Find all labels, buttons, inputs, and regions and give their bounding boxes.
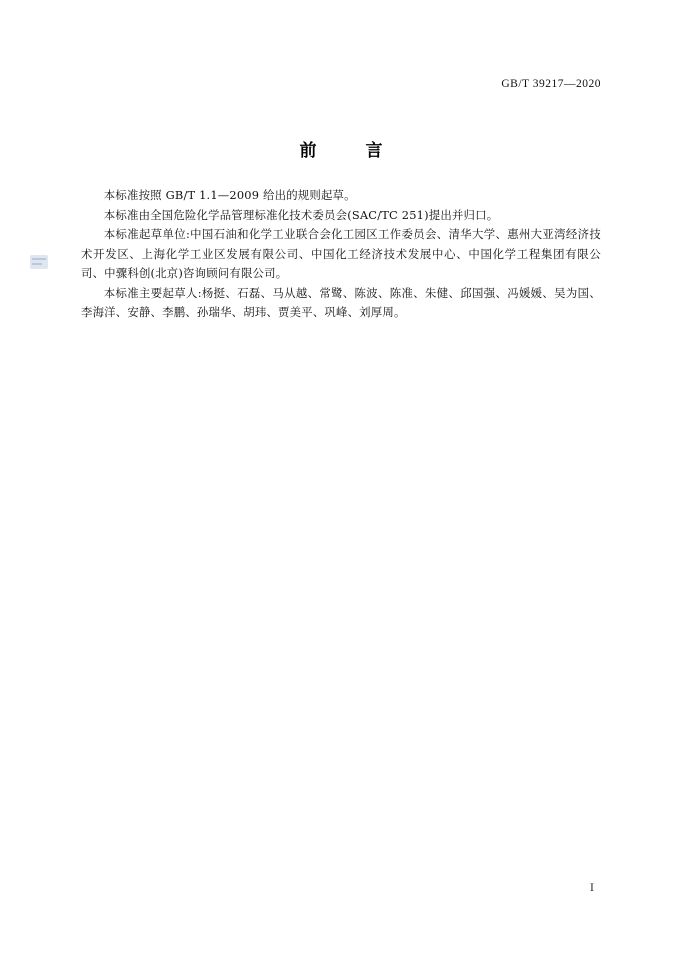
foreword-paragraph: 本标准由全国危险化学品管理标准化技术委员会(SAC/TC 251)提出并归口。 <box>103 207 499 222</box>
foreword-body <box>81 186 601 323</box>
page-title: 前 言 <box>299 141 399 161</box>
margin-stamp-artifact <box>30 255 48 269</box>
foreword-paragraph: 本标准主要起草人:杨挺、石磊、马从越、常鹭、陈波、陈准、朱健、邱国强、冯媛媛、吴为国、李海洋、安静、李鹏、孙瑞华、胡玮、贾美平、巩峰、刘厚周。 <box>81 285 601 319</box>
foreword-paragraph: 本标准起草单位:中国石油和化学工业联合会化工园区工作委员会、清华大学、惠州大亚湾经济技术开发区、上海化学工业区发展有限公司、中国化工经济技术发展中心、中国化学工程集团有限公司、中骤科创(北京)咨询顾问有限公司。 <box>81 227 601 280</box>
page-number: Ⅰ <box>589 883 594 894</box>
foreword-paragraph: 本标准按照 GB/T 1.1—2009 给出的规则起草。 <box>103 188 356 202</box>
standard-number-header: GB/T 39217—2020 <box>501 78 601 90</box>
